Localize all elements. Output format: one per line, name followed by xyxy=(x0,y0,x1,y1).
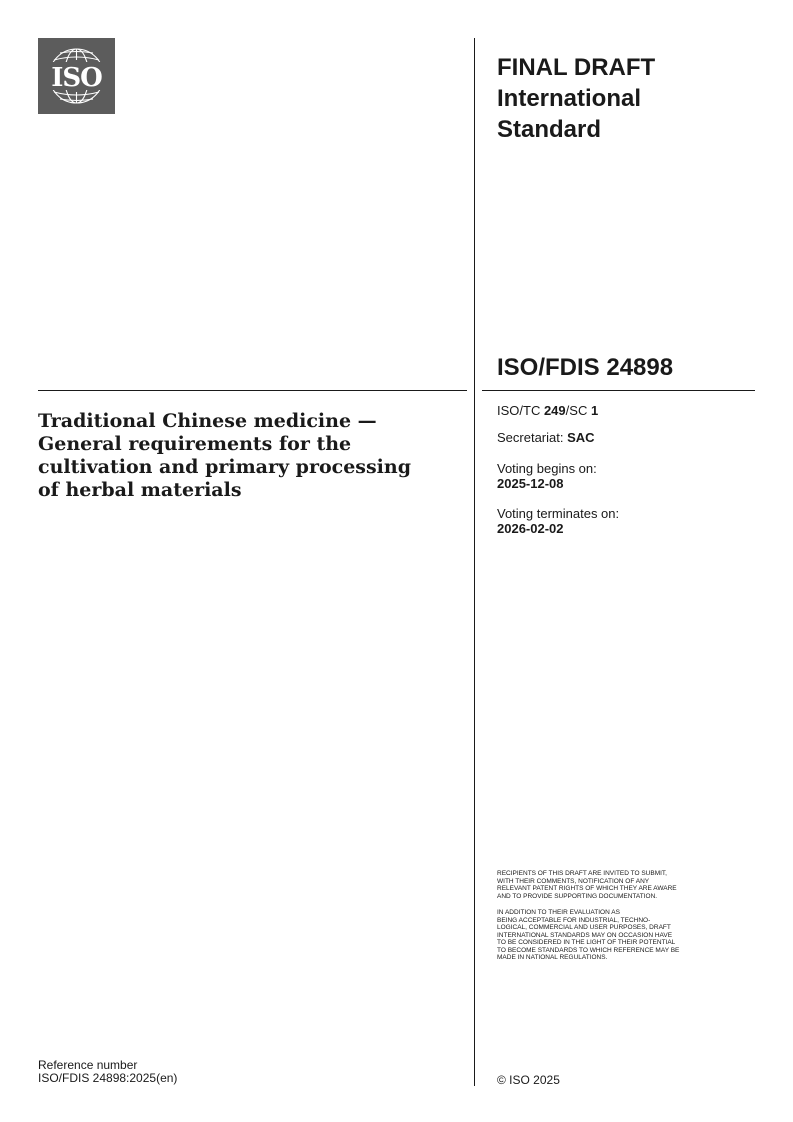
committee-tc: 249 xyxy=(543,403,566,418)
title-divider xyxy=(38,390,467,391)
title-line: cultivation and primary processing xyxy=(38,456,411,478)
voting-begins-label: Voting begins on: xyxy=(497,461,597,476)
iso-logo xyxy=(38,38,115,114)
title-line: of herbal materials xyxy=(38,479,242,501)
committee-sep: /SC xyxy=(565,403,591,418)
document-number: ISO/FDIS 24898 xyxy=(497,354,674,381)
vertical-divider xyxy=(474,38,475,1086)
patent-notice: RECIPIENTS OF THIS DRAFT ARE INVITED TO SUBMIT, WITH THEIR COMMENTS, NOTIFICATION OF ANY RELEVANT PATENT RIGHTS OF WHICH THEY ARE AWARE AND TO PROVIDE SUPPORTING DOCUMENTATION. xyxy=(497,870,677,900)
document-title xyxy=(38,410,438,502)
committee-sc: 1 xyxy=(590,403,599,418)
secretariat-label: Secretariat: xyxy=(497,430,568,445)
doc-number-divider xyxy=(482,390,755,391)
secretariat xyxy=(497,430,595,445)
status-line: FINAL DRAFT xyxy=(497,54,656,81)
voting-terminates-label: Voting terminates on: xyxy=(497,506,620,521)
committee xyxy=(497,403,598,418)
reference-label: Reference number xyxy=(38,1058,138,1072)
copyright: © ISO 2025 xyxy=(497,1073,560,1087)
voting-begins-date: 2025-12-08 xyxy=(497,476,564,491)
reference-number xyxy=(38,1059,177,1085)
secretariat-value: SAC xyxy=(567,430,595,445)
voting-terminates-date: 2026-02-02 xyxy=(497,521,564,536)
iso-globe-icon xyxy=(38,38,115,114)
title-line: Traditional Chinese medicine — xyxy=(38,410,377,432)
svg-text:ISO: ISO xyxy=(51,63,102,93)
title-line: General requirements for the xyxy=(38,433,352,455)
evaluation-notice: IN ADDITION TO THEIR EVALUATION AS BEING ACCEPTABLE FOR INDUSTRIAL, TECHNO- LOGICAL, COMMERCIAL AND USER PURPOSES, DRAFT INTERNATIONAL STANDARDS MAY ON OCCASION HAVE TO BE CONSIDERED IN THE LIGHT OF THEIR POTENTIAL TO BECOME STANDARDS TO WHICH REFERENCE MAY BE MADE IN NATIONAL REGULATIONS. xyxy=(497,909,680,961)
document-status xyxy=(497,52,747,145)
committee-prefix: ISO/TC xyxy=(497,403,544,418)
status-line: Standard xyxy=(497,116,602,143)
reference-value: ISO/FDIS 24898:2025(en) xyxy=(38,1071,178,1085)
status-line: International xyxy=(497,85,642,112)
